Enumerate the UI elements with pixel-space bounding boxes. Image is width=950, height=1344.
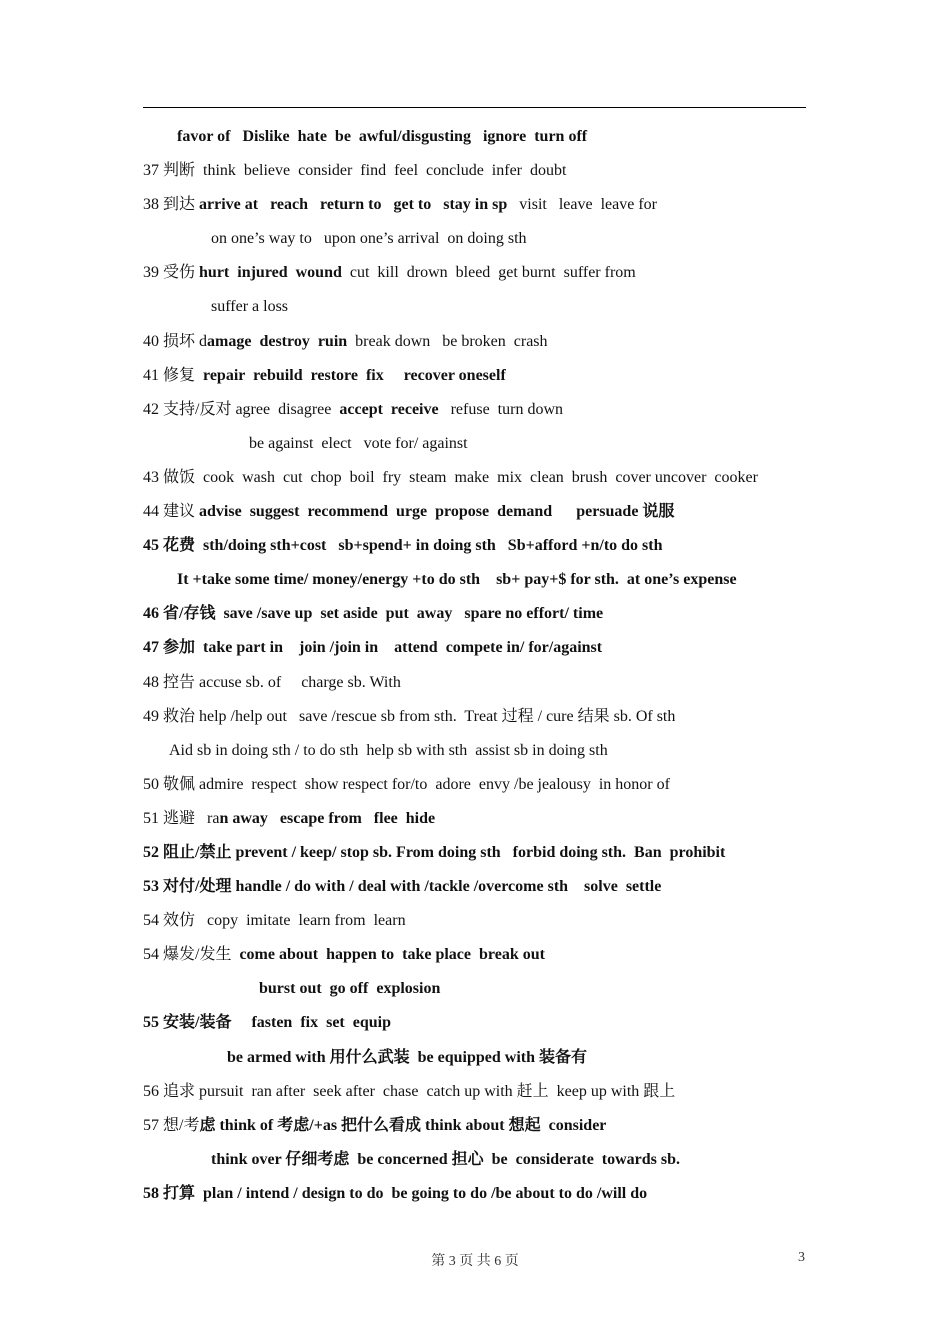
vocab-line <box>143 154 823 188</box>
vocab-line <box>143 734 823 768</box>
header-rule <box>143 107 806 108</box>
text: 44 建议 <box>143 503 200 521</box>
text: 37 判断 think believe consider find feel conclude infer doubt <box>143 162 567 180</box>
vocab-line <box>143 529 823 563</box>
text: 49 救治 help /help out save /rescue sb from sth. Treat 过程 / cure 结果 sb. Of sth <box>143 707 676 725</box>
vocab-line <box>143 1177 823 1211</box>
vocab-line <box>143 904 823 938</box>
text: visit leave leave for <box>507 196 657 214</box>
vocab-line <box>143 188 823 222</box>
vocab-line <box>143 290 823 324</box>
vocab-line <box>143 597 823 631</box>
text: 38 到达 <box>143 196 200 214</box>
vocab-line <box>143 972 823 1006</box>
vocab-line <box>143 1041 823 1075</box>
bold-text: 52 阻止/禁止 prevent / keep/ stop sb. From doing sth forbid doing sth. Ban prohibit <box>143 843 726 861</box>
bold-text: It +take some time/ money/energy +to do sth sb+ pay+$ for sth. at one’s expense <box>177 571 737 589</box>
bold-text: be armed with 用什么武装 be equipped with 装备有 <box>227 1048 588 1066</box>
vocab-line <box>143 870 823 904</box>
vocab-line <box>143 461 823 495</box>
page-number: 3 <box>798 1250 805 1265</box>
bold-text: 虑 think of 考虑/+as 把什么看成 think about 想起 consider <box>199 1116 607 1134</box>
bold-text: 58 打算 plan / intend / design to do be going to do /be about to do /will do <box>143 1184 648 1202</box>
bold-text: hurt injured wound <box>199 264 342 282</box>
vocab-line <box>143 836 823 870</box>
vocab-line <box>143 938 823 972</box>
bold-text: 46 省/存钱 save /save up set aside put away spare no effort/ time <box>143 605 604 623</box>
text: 57 想/考 <box>143 1116 200 1134</box>
bold-text: repair rebuild restore fix recover oneself <box>203 366 506 384</box>
vocab-line <box>143 1075 823 1109</box>
bold-text: think over 仔细考虑 be concerned 担心 be considerate towards sb. <box>211 1150 681 1168</box>
text: suffer a loss <box>211 298 289 316</box>
text: 43 做饭 cook wash cut chop boil fry steam make mix clean brush cover uncover cooker <box>143 468 758 486</box>
vocab-line <box>143 700 823 734</box>
text: break down be broken crash <box>347 332 548 350</box>
vocab-line <box>143 427 823 461</box>
vocab-line <box>143 222 823 256</box>
text: Aid sb in doing sth / to do sth help sb with sth assist sb in doing sth <box>169 741 608 759</box>
page-footer: 第 3 页 共 6 页 <box>431 1254 519 1269</box>
text: 41 修复 <box>143 366 204 384</box>
vocab-line <box>143 768 823 802</box>
vocab-line <box>143 120 823 154</box>
vocab-line <box>143 325 823 359</box>
text: cut kill drown bleed get burnt suffer from <box>341 264 636 282</box>
bold-text: 45 花费 sth/doing sth+cost sb+spend+ in doing sth Sb+afford +n/to do sth <box>143 537 663 555</box>
document-body <box>143 120 823 1211</box>
vocab-line <box>143 631 823 665</box>
vocab-line <box>143 1143 823 1177</box>
text: 56 追求 pursuit ran after seek after chase catch up with 赶上 keep up with 跟上 <box>143 1082 676 1100</box>
bold-text: come about happen to take place break out <box>239 946 545 964</box>
text: refuse turn down <box>438 400 564 418</box>
text: 51 逃避 ra <box>143 809 220 827</box>
text: on one’s way to upon one’s arrival on doing sth <box>211 230 527 248</box>
text: be against elect vote for/ against <box>249 434 468 452</box>
vocab-line <box>143 495 823 529</box>
bold-text: accept receive <box>339 400 439 418</box>
vocab-line <box>143 256 823 290</box>
text: 42 支持/反对 agree disagree <box>143 400 340 418</box>
vocab-line <box>143 393 823 427</box>
vocab-line <box>143 666 823 700</box>
text: 40 损坏 d <box>143 332 208 350</box>
vocab-line <box>143 359 823 393</box>
text: 48 控告 accuse sb. of charge sb. With <box>143 673 401 691</box>
bold-text: favor of Dislike hate be awful/disgusting ignore turn off <box>177 128 588 145</box>
bold-text: burst out go off explosion <box>259 980 441 998</box>
text: 54 爆发/发生 <box>143 946 240 964</box>
bold-text: 53 对付/处理 handle / do with / deal with /tackle /overcome sth solve settle <box>143 878 662 896</box>
text: 39 受伤 <box>143 264 200 282</box>
bold-text: 55 安装/装备 fasten fix set equip <box>143 1014 392 1032</box>
vocab-line <box>143 563 823 597</box>
text: 54 效仿 copy imitate learn from learn <box>143 912 406 930</box>
vocab-line <box>143 1109 823 1143</box>
vocab-line <box>143 802 823 836</box>
vocab-line <box>143 1006 823 1040</box>
bold-text: advise suggest recommend urge propose demand persuade 说服 <box>199 503 675 521</box>
bold-text: 47 参加 take part in join /join in attend compete in/ for/against <box>143 639 603 657</box>
text: 50 敬佩 admire respect show respect for/to adore envy /be jealousy in honor of <box>143 775 670 793</box>
bold-text: arrive at reach return to get to stay in sp <box>199 196 508 214</box>
bold-text: n away escape from flee hide <box>219 809 436 827</box>
bold-text: amage destroy ruin <box>207 332 348 350</box>
